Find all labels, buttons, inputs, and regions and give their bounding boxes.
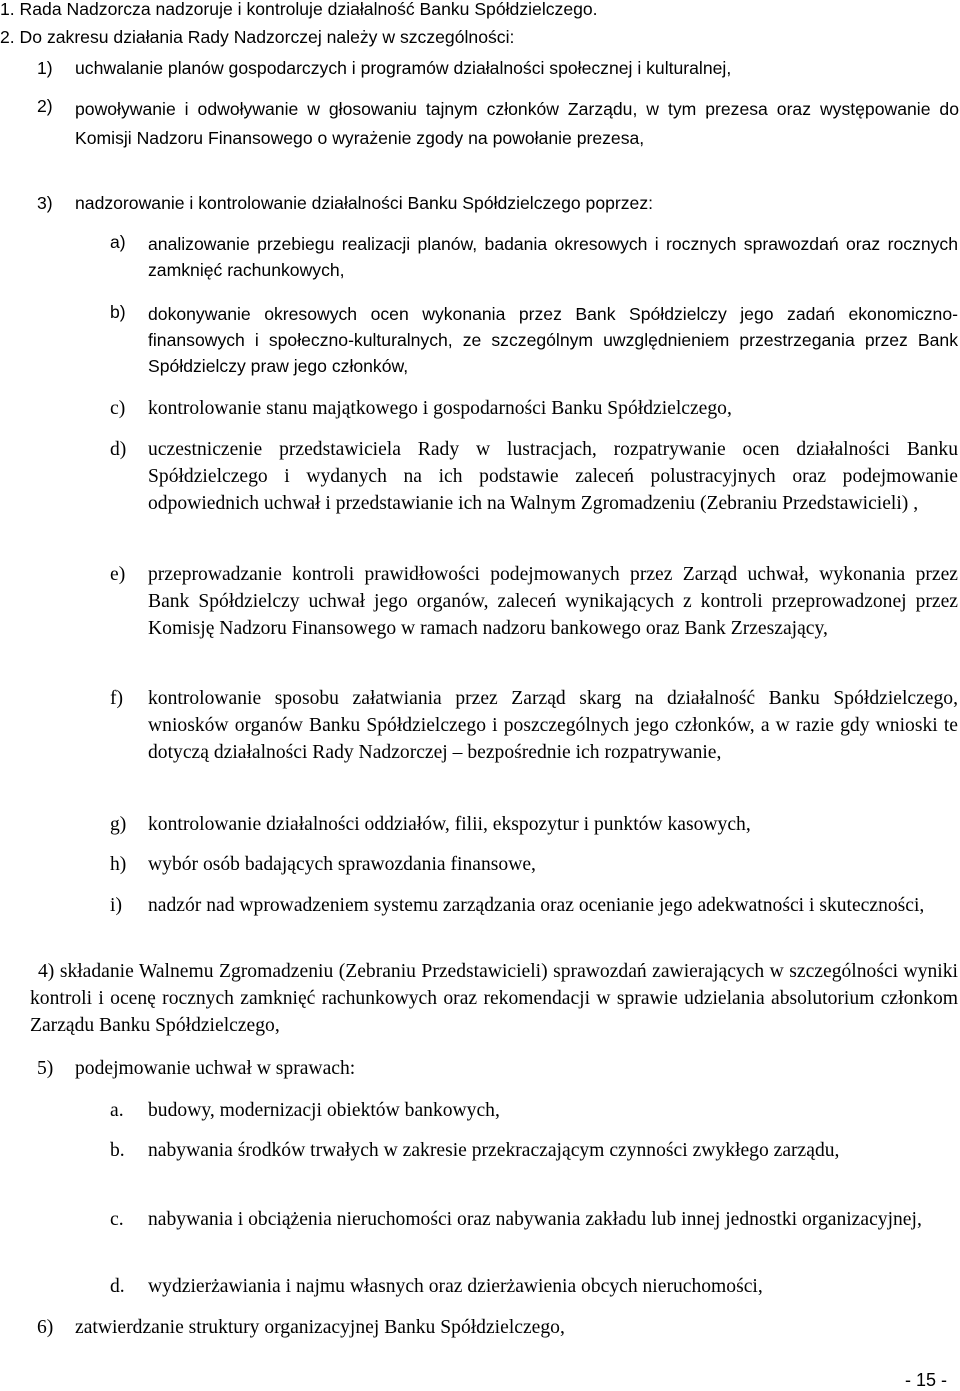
sub-3f-number: f) bbox=[110, 688, 124, 709]
sub-3h-text: wybór osób badających sprawozdania finansowe, bbox=[148, 854, 536, 875]
sub-3d-text: uczestniczenie przedstawiciela Rady w lustracjach, rozpatrywanie ocen działalności Banku Spółdzielczego i wydanych na ich podstawie zaleceń polustracyjnych oraz podejmowanie odpowiednich uchwał i przedstawianie ich na Walnym Zgromadzeniu (Zebraniu Przedstawicieli) , bbox=[148, 439, 958, 514]
sub-3g-number: g) bbox=[110, 814, 127, 835]
item-3-number: 3) bbox=[37, 193, 53, 213]
sub-3b-text: dokonywanie okresowych ocen wykonania przez Bank Spółdzielczy jego zadań ekonomiczno-finansowych i społeczno-kulturalnych, ze szczególnym uwzględnieniem przestrzegania przez Bank Spółdzielczy praw jego członków, bbox=[148, 304, 958, 376]
item-3-text: nadzorowanie i kontrolowanie działalności Banku Spółdzielczego poprzez: bbox=[75, 193, 654, 213]
sub-5d-text: wydzierżawiania i najmu własnych oraz dzierżawienia obcych nieruchomości, bbox=[148, 1276, 763, 1297]
sub-3b-number: b) bbox=[110, 302, 126, 322]
sub-3c-text: kontrolowanie stanu majątkowego i gospodarności Banku Spółdzielczego, bbox=[148, 398, 732, 419]
item-4-paragraph bbox=[30, 958, 958, 1039]
item-4-text: składanie Walnemu Zgromadzeniu (Zebraniu Przedstawicieli) sprawozdań zawierających w szczególności wyniki kontroli i ocenę rocznych zamknięć rachunkowych oraz rekomendacji w sprawie udzielania absolutorium członkom Zarządu Banku Spółdzielczego, bbox=[30, 961, 958, 1036]
sub-3g-text: kontrolowanie działalności oddziałów, filii, ekspozytur i punktów kasowych, bbox=[148, 814, 751, 835]
sub-5b-number: b. bbox=[110, 1140, 125, 1161]
paragraph-1: 1. Rada Nadzorcza nadzoruje i kontroluje działalność Banku Spółdzielczego. bbox=[0, 0, 598, 19]
item-6-number: 6) bbox=[37, 1317, 54, 1338]
paragraph-2: 2. Do zakresu działania Rady Nadzorczej należy w szczególności: bbox=[0, 27, 515, 47]
sub-3a-text: analizowanie przebiegu realizacji planów, badania okresowych i rocznych sprawozdań oraz rocznych zamknięć rachunkowych, bbox=[148, 234, 958, 280]
item-1-text: uchwalanie planów gospodarczych i programów działalności społecznej i kulturalnej, bbox=[75, 58, 732, 78]
item-5-number: 5) bbox=[37, 1058, 54, 1079]
sub-3e-text: przeprowadzanie kontroli prawidłowości podejmowanych przez Zarząd uchwał, wykonania przez Bank Spółdzielczy uchwał jego organów, zaleceń wynikających z kontroli przeprowadzonej przez Komisję Nadzoru Finansowego w ramach nadzoru bankowego oraz Bank Zrzeszający, bbox=[148, 564, 958, 639]
sub-5c-number: c. bbox=[110, 1209, 124, 1230]
item-2-number: 2) bbox=[37, 96, 53, 116]
page-number: - 15 - bbox=[905, 1370, 948, 1390]
sub-3a-number: a) bbox=[110, 232, 126, 252]
sub-3c-number: c) bbox=[110, 398, 126, 419]
sub-3i-number: i) bbox=[110, 895, 122, 916]
sub-5a-text: budowy, modernizacji obiektów bankowych, bbox=[148, 1100, 500, 1121]
sub-5c-text: nabywania i obciążenia nieruchomości oraz nabywania zakładu lub innej jednostki organizacyjnej, bbox=[148, 1209, 922, 1230]
sub-3d-number: d) bbox=[110, 439, 127, 460]
sub-3e-number: e) bbox=[110, 564, 126, 585]
item-2-text: powoływanie i odwoływanie w głosowaniu tajnym członków Zarządu, w tym prezesa oraz występowanie do Komisji Nadzoru Finansowego o wyrażenie zgody na powołanie prezesa, bbox=[75, 99, 959, 148]
sub-5b-text: nabywania środków trwałych w zakresie przekraczającym czynności zwykłego zarządu, bbox=[148, 1140, 840, 1161]
item-1-number: 1) bbox=[37, 58, 53, 78]
item-5-text: podejmowanie uchwał w sprawach: bbox=[75, 1058, 356, 1079]
sub-5d-number: d. bbox=[110, 1276, 125, 1297]
item-4-number: 4) bbox=[38, 961, 55, 982]
sub-5a-number: a. bbox=[110, 1100, 124, 1121]
sub-3f-text: kontrolowanie sposobu załatwiania przez Zarząd skarg na działalność Banku Spółdzielczego, wniosków organów Banku Spółdzielczego i poszczególnych jego członków, a w razie gdy wnioski te dotyczą działalności Rady Nadzorczej – bezpośrednie ich rozpatrywanie, bbox=[148, 688, 958, 763]
sub-3i-text: nadzór nad wprowadzeniem systemu zarządzania oraz ocenianie jego adekwatności i skuteczności, bbox=[148, 895, 925, 916]
item-6-text: zatwierdzanie struktury organizacyjnej Banku Spółdzielczego, bbox=[75, 1317, 565, 1338]
sub-3h-number: h) bbox=[110, 854, 127, 875]
